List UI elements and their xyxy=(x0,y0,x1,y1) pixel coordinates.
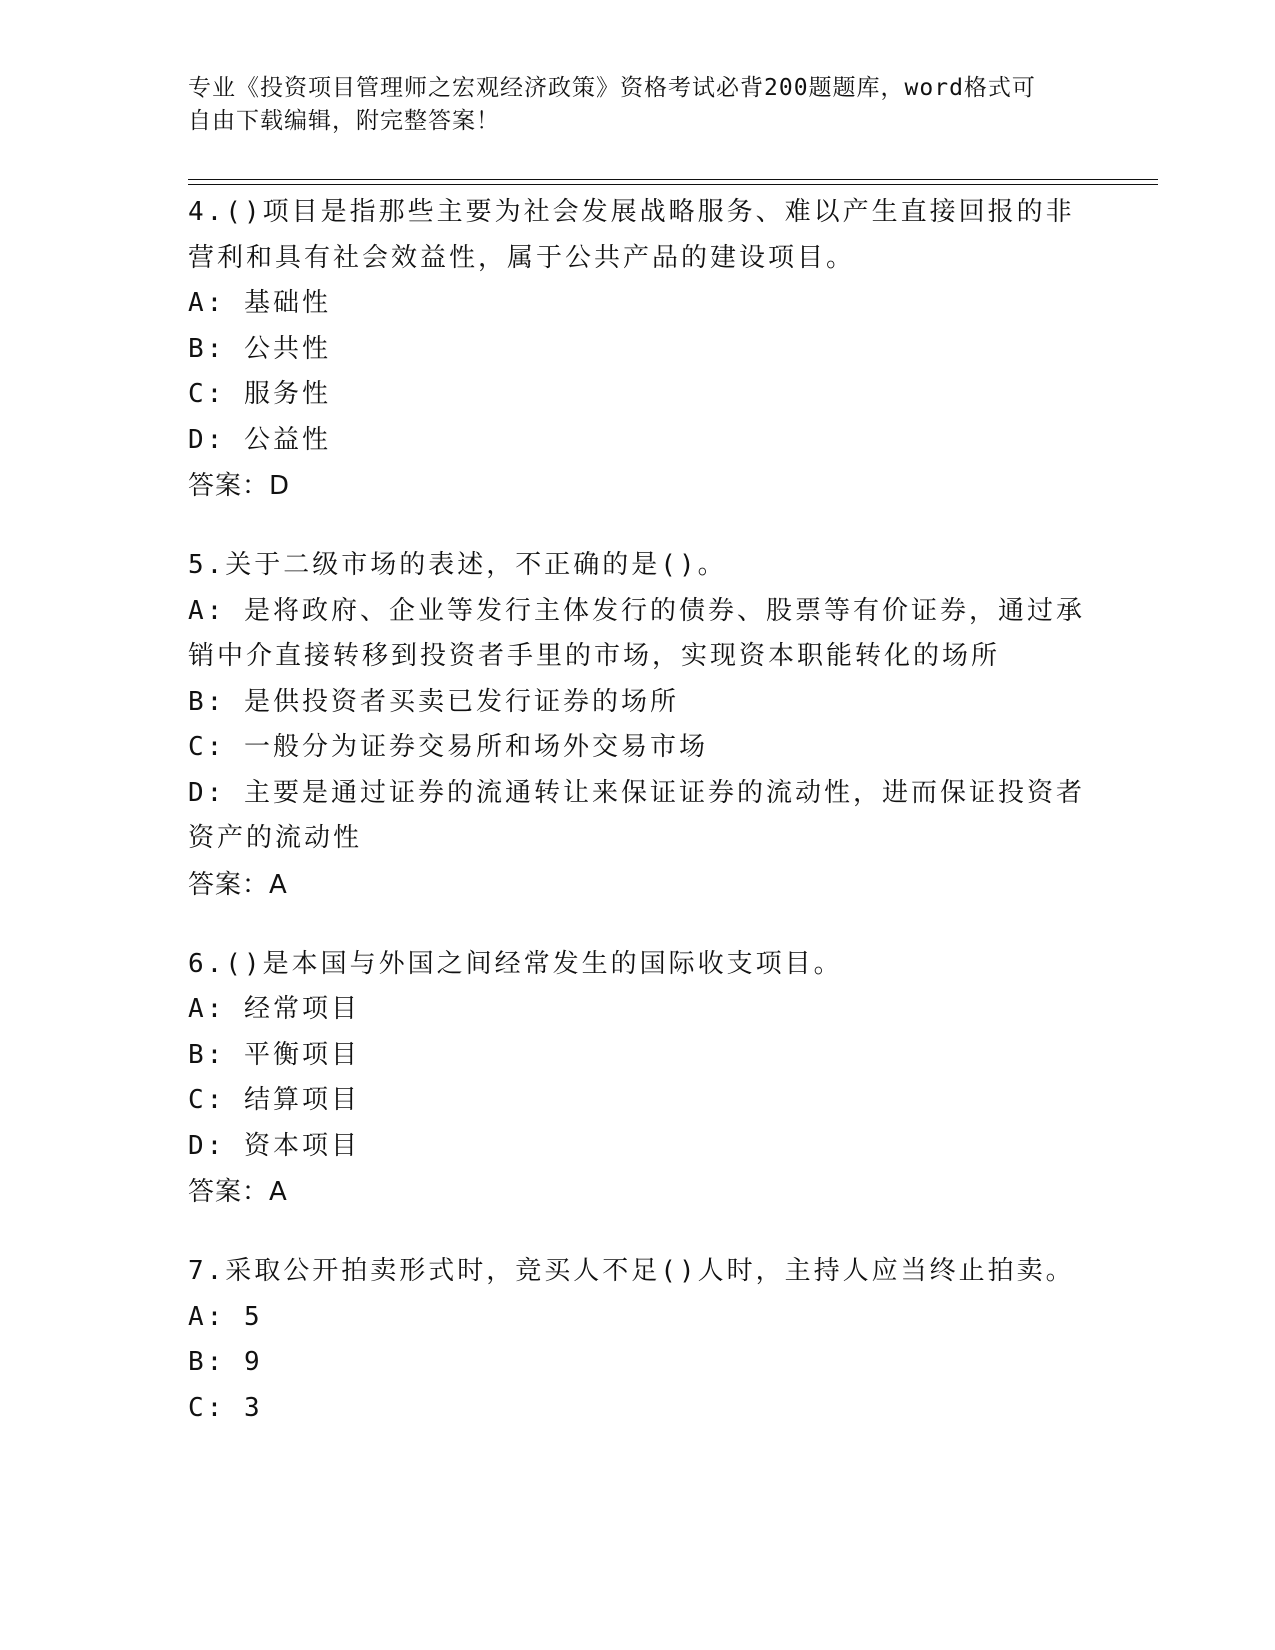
question-6 xyxy=(188,942,1188,1216)
option-d: D: 公益性 xyxy=(188,424,331,455)
question-stem: 7.采取公开拍卖形式时，竞买人不足()人时，主持人应当终止拍卖。 xyxy=(188,1256,1075,1286)
option-a: A: 是将政府、企业等发行主体发行的债券、股票等有价证券，通过承 xyxy=(188,595,1085,626)
document-header xyxy=(188,72,1088,138)
option-a-continued: 销中介直接转移到投资者手里的市场，实现资本职能转化的场所 xyxy=(188,641,1001,671)
header-divider-bottom xyxy=(188,184,1158,185)
option-b: B: 9 xyxy=(188,1347,263,1377)
question-stem: 4.()项目是指那些主要为社会发展战略服务、难以产生直接回报的非 xyxy=(188,197,1075,227)
option-d: D: 主要是通过证券的流通转让来保证证券的流动性，进而保证投资者 xyxy=(188,777,1085,808)
question-stem: 营利和具有社会效益性，属于公共产品的建设项目。 xyxy=(188,242,856,273)
option-d: D: 资本项目 xyxy=(188,1130,360,1161)
option-a: A: 经常项目 xyxy=(188,994,360,1024)
option-a: A: 5 xyxy=(188,1301,263,1332)
question-list xyxy=(188,190,1188,1451)
header-divider-top xyxy=(188,179,1158,180)
option-b: B: 平衡项目 xyxy=(188,1039,360,1070)
option-b: B: 是供投资者买卖已发行证券的场所 xyxy=(188,686,679,717)
header-line-1: 专业《投资项目管理师之宏观经济政策》资格考试必背200题题库，word格式可 xyxy=(188,75,1036,101)
header-line-2: 自由下载编辑，附完整答案！ xyxy=(188,108,500,134)
answer: 答案：A xyxy=(188,1177,288,1207)
option-c: C: 结算项目 xyxy=(188,1085,360,1115)
question-4 xyxy=(188,190,1188,509)
answer: 答案：D xyxy=(188,471,291,501)
option-c: C: 一般分为证券交易所和场外交易市场 xyxy=(188,732,708,762)
option-a: A: 基础性 xyxy=(188,288,331,318)
question-7 xyxy=(188,1249,1188,1431)
question-stem: 5.关于二级市场的表述，不正确的是()。 xyxy=(188,550,727,580)
option-c: C: 3 xyxy=(188,1392,263,1423)
question-5 xyxy=(188,543,1188,908)
question-stem: 6.()是本国与外国之间经常发生的国际收支项目。 xyxy=(188,948,843,979)
option-c: C: 服务性 xyxy=(188,379,331,409)
answer: 答案：A xyxy=(188,869,288,900)
option-d-continued: 资产的流动性 xyxy=(188,823,363,853)
option-b: B: 公共性 xyxy=(188,333,331,364)
